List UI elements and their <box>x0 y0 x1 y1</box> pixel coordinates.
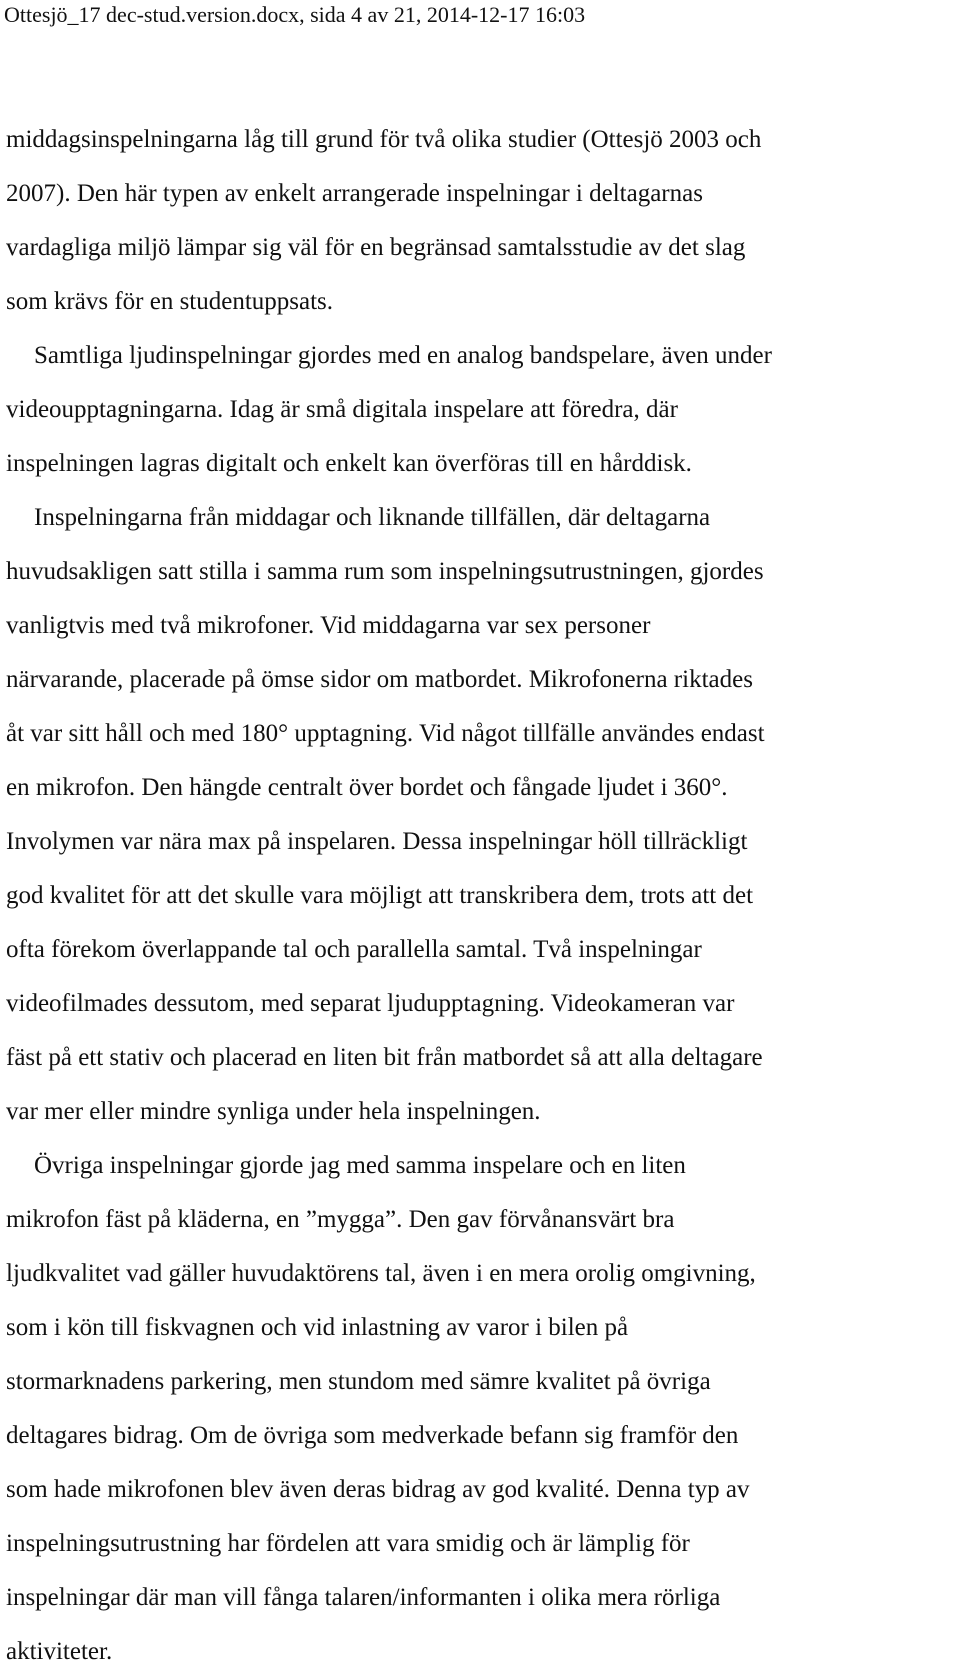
text-line: 2007). Den här typen av enkelt arrangerade inspelningar i deltagarnas <box>6 180 703 207</box>
text-line: fäst på ett stativ och placerad en liten bit från matbordet så att alla deltagare <box>6 1044 763 1071</box>
paragraph <box>6 329 956 491</box>
text-line: Inspelningarna från middagar och liknande tillfällen, där deltagarna <box>34 504 711 531</box>
text-line: ofta förekom överlappande tal och parallella samtal. Två inspelningar <box>6 936 702 963</box>
text-line: videoupptagningarna. Idag är små digitala inspelare att föredra, där <box>6 396 678 423</box>
text-line: vardagliga miljö lämpar sig väl för en begränsad samtalsstudie av det slag <box>6 234 746 261</box>
text-line: inspelningsutrustning har fördelen att vara smidig och är lämplig för <box>6 1530 690 1557</box>
text-line: var mer eller mindre synliga under hela inspelningen. <box>6 1098 541 1125</box>
document-body <box>6 113 956 1665</box>
text-line: inspelningar där man vill fånga talaren/informanten i olika mera rörliga <box>6 1584 721 1611</box>
text-line: vanligtvis med två mikrofoner. Vid middagarna var sex personer <box>6 612 651 639</box>
text-line: huvudsakligen satt stilla i samma rum som inspelningsutrustningen, gjordes <box>6 558 764 585</box>
text-line: Övriga inspelningar gjorde jag med samma inspelare och en liten <box>34 1152 686 1179</box>
text-line: aktiviteter. <box>6 1638 113 1665</box>
text-line: god kvalitet för att det skulle vara möjligt att transkribera dem, trots att det <box>6 882 754 909</box>
document-header: Ottesjö_17 dec-stud.version.docx, sida 4 av 21, 2014-12-17 16:03 <box>4 2 586 27</box>
paragraph <box>6 113 956 329</box>
text-line: deltagares bidrag. Om de övriga som medverkade befann sig framför den <box>6 1422 739 1449</box>
text-line: som i kön till fiskvagnen och vid inlastning av varor i bilen på <box>6 1314 629 1341</box>
text-line: Involymen var nära max på inspelaren. Dessa inspelningar höll tillräckligt <box>6 828 748 855</box>
text-line: mikrofon fäst på kläderna, en ”mygga”. Den gav förvånansvärt bra <box>6 1206 675 1233</box>
paragraph <box>6 491 956 1139</box>
paragraph <box>6 1139 956 1665</box>
text-line: en mikrofon. Den hängde centralt över bordet och fångade ljudet i 360°. <box>6 774 728 801</box>
text-line: inspelningen lagras digitalt och enkelt kan överföras till en hårddisk. <box>6 450 692 477</box>
text-line: stormarknadens parkering, men stundom med sämre kvalitet på övriga <box>6 1368 711 1395</box>
text-line: Samtliga ljudinspelningar gjordes med en analog bandspelare, även under <box>34 342 772 369</box>
text-line: åt var sitt håll och med 180° upptagning. Vid något tillfälle användes endast <box>6 720 765 747</box>
text-line: middagsinspelningarna låg till grund för två olika studier (Ottesjö 2003 och <box>6 126 762 153</box>
text-line: som krävs för en studentuppsats. <box>6 288 334 315</box>
text-line: närvarande, placerade på ömse sidor om matbordet. Mikrofonerna riktades <box>6 666 753 693</box>
text-line: ljudkvalitet vad gäller huvudaktörens tal, även i en mera orolig omgivning, <box>6 1260 756 1287</box>
text-line: som hade mikrofonen blev även deras bidrag av god kvalité. Denna typ av <box>6 1476 750 1503</box>
text-line: videofilmades dessutom, med separat ljudupptagning. Videokameran var <box>6 990 735 1017</box>
